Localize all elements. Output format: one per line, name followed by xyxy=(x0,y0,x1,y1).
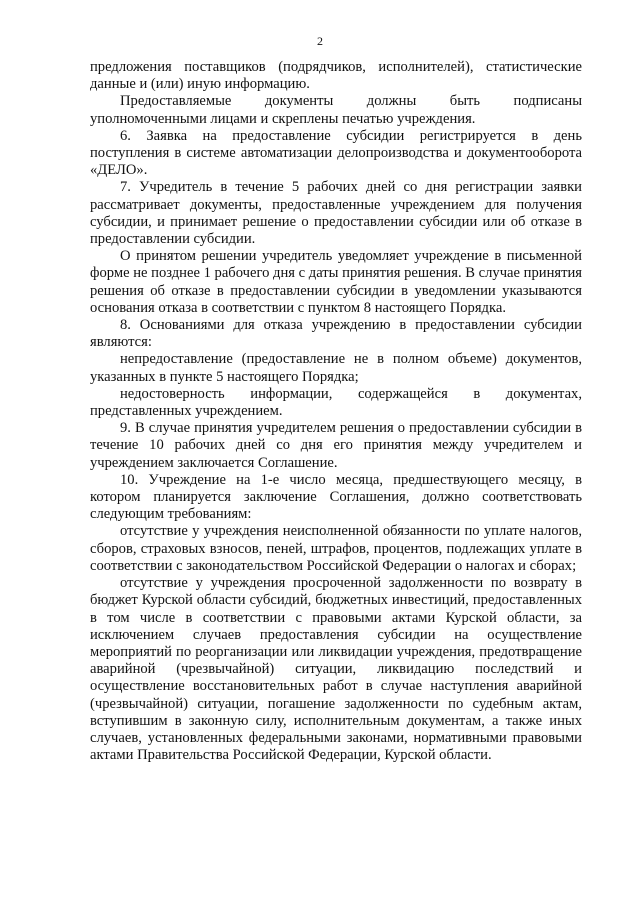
paragraph-clause-9: 9. В случае принятия учредителем решения о предоставлении субсидии в течение 10 рабочих дней со дня его принятия между учредителем и учреждением заключается Соглашение. xyxy=(90,420,582,471)
paragraph-continuation: предложения поставщиков (подрядчиков, исполнителей), статистические данные и (или) иную информацию. xyxy=(90,59,582,93)
document-body xyxy=(90,59,582,764)
paragraph-requirement-taxes: отсутствие у учреждения неисполненной обязанности по уплате налогов, сборов, страховых взносов, пеней, штрафов, процентов, подлежащих уплате в соответствии с законодательством Российской Федерации о налогах и сборах; xyxy=(90,523,582,574)
paragraph-requirement-debt: отсутствие у учреждения просроченной задолженности по возврату в бюджет Курской области субсидий, бюджетных инвестиций, предоставленных в том числе в соответствии с правовыми актами Курской области, за исключением случаев предоставления субсидии на осуществление мероприятий по реорганизации или ликвидации учреждения, предотвращение аварийной (чрезвычайной) ситуации, ликвидацию последствий и осуществление восстановительных работ в случае наступления аварийной (чрезвычайной) ситуации, погашение задолженности по судебным актам, вступившим в законную силу, исполнительным документам, а также иных случаев, установленных федеральными законами, нормативными правовыми актами Правительства Российской Федерации, Курской области. xyxy=(90,575,582,764)
paragraph-clause-8: 8. Основаниями для отказа учреждению в предоставлении субсидии являются: xyxy=(90,317,582,351)
paragraph-refusal-ground-1: непредоставление (предоставление не в полном объеме) документов, указанных в пункте 5 настоящего Порядка; xyxy=(90,351,582,385)
paragraph-clause-6: 6. Заявка на предоставление субсидии регистрируется в день поступления в системе автоматизации делопроизводства и документооборота «ДЕЛО». xyxy=(90,127,582,179)
paragraph-decision-notice: О принятом решении учредитель уведомляет учреждение в письменной форме не позднее 1 рабочего дня с даты принятия решения. В случае принятия решения об отказе в предоставлении субсидии в уведомлении указываются основания отказа в соответствии с пунктом 8 настоящего Порядка. xyxy=(90,248,582,316)
paragraph-documents-signed: Предоставляемые документы должны быть подписаны уполномоченными лицами и скреплены печатью учреждения. xyxy=(90,93,582,127)
paragraph-clause-10: 10. Учреждение на 1-е число месяца, предшествующего месяцу, в котором планируется заключение Соглашения, должно соответствовать следующим требованиям: xyxy=(90,471,582,523)
page-number: 2 xyxy=(317,34,323,48)
paragraph-clause-7: 7. Учредитель в течение 5 рабочих дней со дня регистрации заявки рассматривает документы, предоставленные учреждением для получения субсидии, и принимает решение о предоставлении субсидии или об отказе в предоставлении субсидии. xyxy=(90,179,582,248)
paragraph-refusal-ground-2: недостоверность информации, содержащейся в документах, представленных учреждением. xyxy=(90,385,582,420)
